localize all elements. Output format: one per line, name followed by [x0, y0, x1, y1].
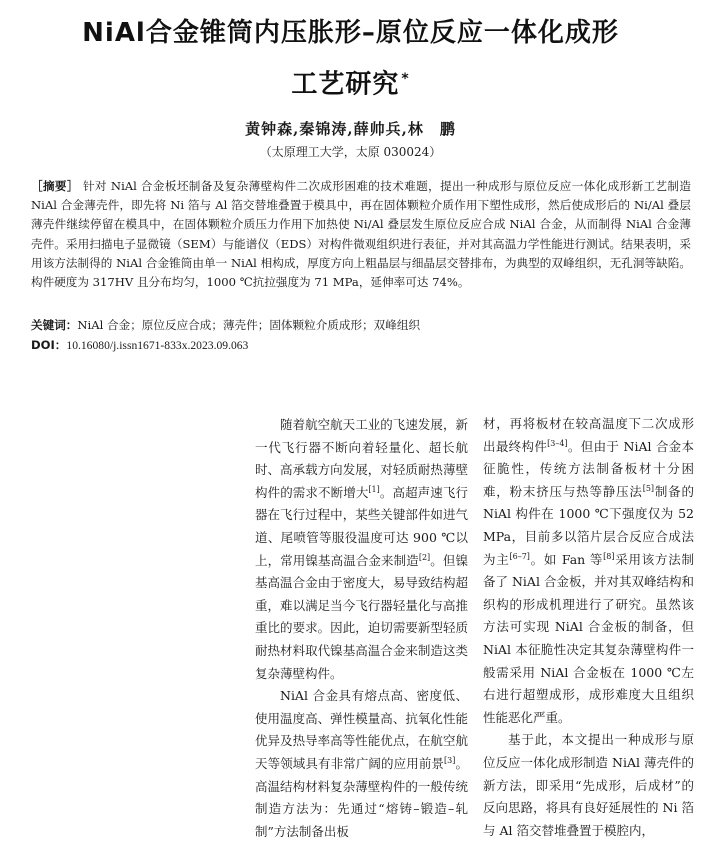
- paragraph-text: 。但镍基高温合金由于密度大，易导致结构超重，难以满足当今飞行器轻量化与高推重比的要求。因此，迫切需要新型轻质耐热材料取代镍基高温合金来制造这类复杂薄壁构件。: [255, 552, 468, 681]
- title-footnote-mark: *: [401, 71, 410, 87]
- citation: [2]: [418, 552, 431, 562]
- title-line-2-text: 工艺研究: [291, 69, 400, 100]
- paragraph-text: 。如 Fan 等: [529, 551, 604, 567]
- author-list: 黄钟森,秦锦涛,薛帅兵,林 鹏: [245, 120, 456, 138]
- paragraph: [255, 414, 468, 685]
- doi-label: DOI：: [31, 338, 67, 352]
- paragraph: [483, 729, 694, 842]
- abstract-text: 针对 NiAl 合金板坯制备及复杂薄壁构件二次成形困难的技术难题，提出一种成形与原位反应一体化成形新工艺制造 NiAl 合金薄壳件，即先将 Ni 箔与 Al 箔交替堆叠置于模具中，再在固体颗粒介质作用下塑性成形，然后使成形后的 Ni/Al 叠层薄壳件继续停留在模具中，在固体颗粒介质压力作用下加热使 Ni/Al 叠层发生原位反应合成 NiAl 合金，从而制得 NiAl 合金薄壳件。采用扫描电子显微镜（SEM）与能谱仪（EDS）对构件微观组织进行表征，并对其高温力学性能进行测试。结果表明，采用该方法制得的 NiAl 合金锥筒由单一 NiAl 相构成，厚度方向上粗晶层与细晶层交替排布，为典型的双峰组织，无孔洞等缺陷。构件硬度为 317HV 且分布均匀，1000 ℃抗拉强度为 71 MPa，延伸率可达 74%。: [31, 179, 691, 290]
- paragraph-text: 。高温结构材料复杂薄壁构件的一般传统制造方法为：先通过“熔铸–锻造–轧制”方法制备出板: [255, 755, 468, 839]
- paragraph-text: 随着航空航天工业的飞速发展，新一代飞行器不断向着轻量化、超长航时、高承载方向发展，对轻质耐热薄壁构件的需求不断增大: [255, 417, 468, 500]
- keywords-text: NiAl 合金；原位反应合成；薄壳件；固体颗粒介质成形；双峰组织: [77, 318, 421, 332]
- paragraph-text: 制备的 NiAl 构件在 1000 ℃下强度仅为 52 MPa，目前多以箔片层合反应合成法为主: [483, 483, 694, 567]
- body-column-right: [483, 413, 694, 842]
- citation: [1]: [368, 484, 380, 494]
- paragraph-text: 。但由于 NiAl 合金本征脆性，传统方法制备板材十分困难，粉末挤压与热等静压法: [483, 438, 694, 499]
- doi-text: 10.16080/j.issn1671-833x.2023.09.063: [66, 339, 249, 352]
- citation: [3]: [444, 755, 456, 765]
- paragraph-text: NiAl 合金具有熔点高、密度低、使用温度高、弹性模量高、抗氧化性能优异及热导率高等性能优点，在航空航天等领域具有非常广阔的应用前景: [255, 688, 468, 771]
- doi: [31, 336, 691, 355]
- body-column-left: [255, 414, 468, 843]
- citation: [5]: [642, 483, 655, 493]
- citation: [6–7]: [509, 551, 530, 561]
- title-line-1: NiAl合金锥筒内压胀形–原位反应一体化成形: [82, 18, 619, 48]
- paragraph-text: 基于此，本文提出一种成形与原位反应一体化成形制造 NiAl 薄壳件的新方法，即采用“先成形，后成材”的反向思路，将具有良好延展性的 Ni 箔与 Al 箔交替堆叠置于模腔内，: [483, 732, 694, 838]
- paragraph: [483, 413, 694, 729]
- keywords-label: 关键词：: [31, 318, 78, 332]
- abstract-label: ［摘要］: [31, 179, 79, 193]
- affiliation: （太原理工大学，太原 030024）: [259, 145, 442, 159]
- title-line-2: [0, 56, 701, 108]
- paragraph-text: 。高超声速飞行器在飞行过程中，某些关键部件如进气道、尾喷管等服役温度可达 900 ℃以上，常用镍基高温合金来制造: [255, 484, 468, 568]
- citation: [3–4]: [547, 438, 568, 448]
- paper-title: [0, 10, 701, 108]
- abstract: [31, 177, 691, 292]
- citation: [8]: [603, 551, 615, 561]
- paragraph: [255, 685, 468, 843]
- keywords: [31, 316, 691, 335]
- paragraph-text: 材，再将板材在较高温度下二次成形出最终构件: [483, 416, 694, 454]
- paragraph-text: 采用该方法制备了 NiAl 合金板，并对其双峰结构和织构的形成机理进行了研究。虽然该方法可实现 NiAl 合金板的制备，但 NiAl 本征脆性决定其复杂薄壁构件一般需采用 NiAl 合金板在 1000 ℃左右进行超塑成形，成形难度大且组织性能恶化严重。: [483, 551, 694, 725]
